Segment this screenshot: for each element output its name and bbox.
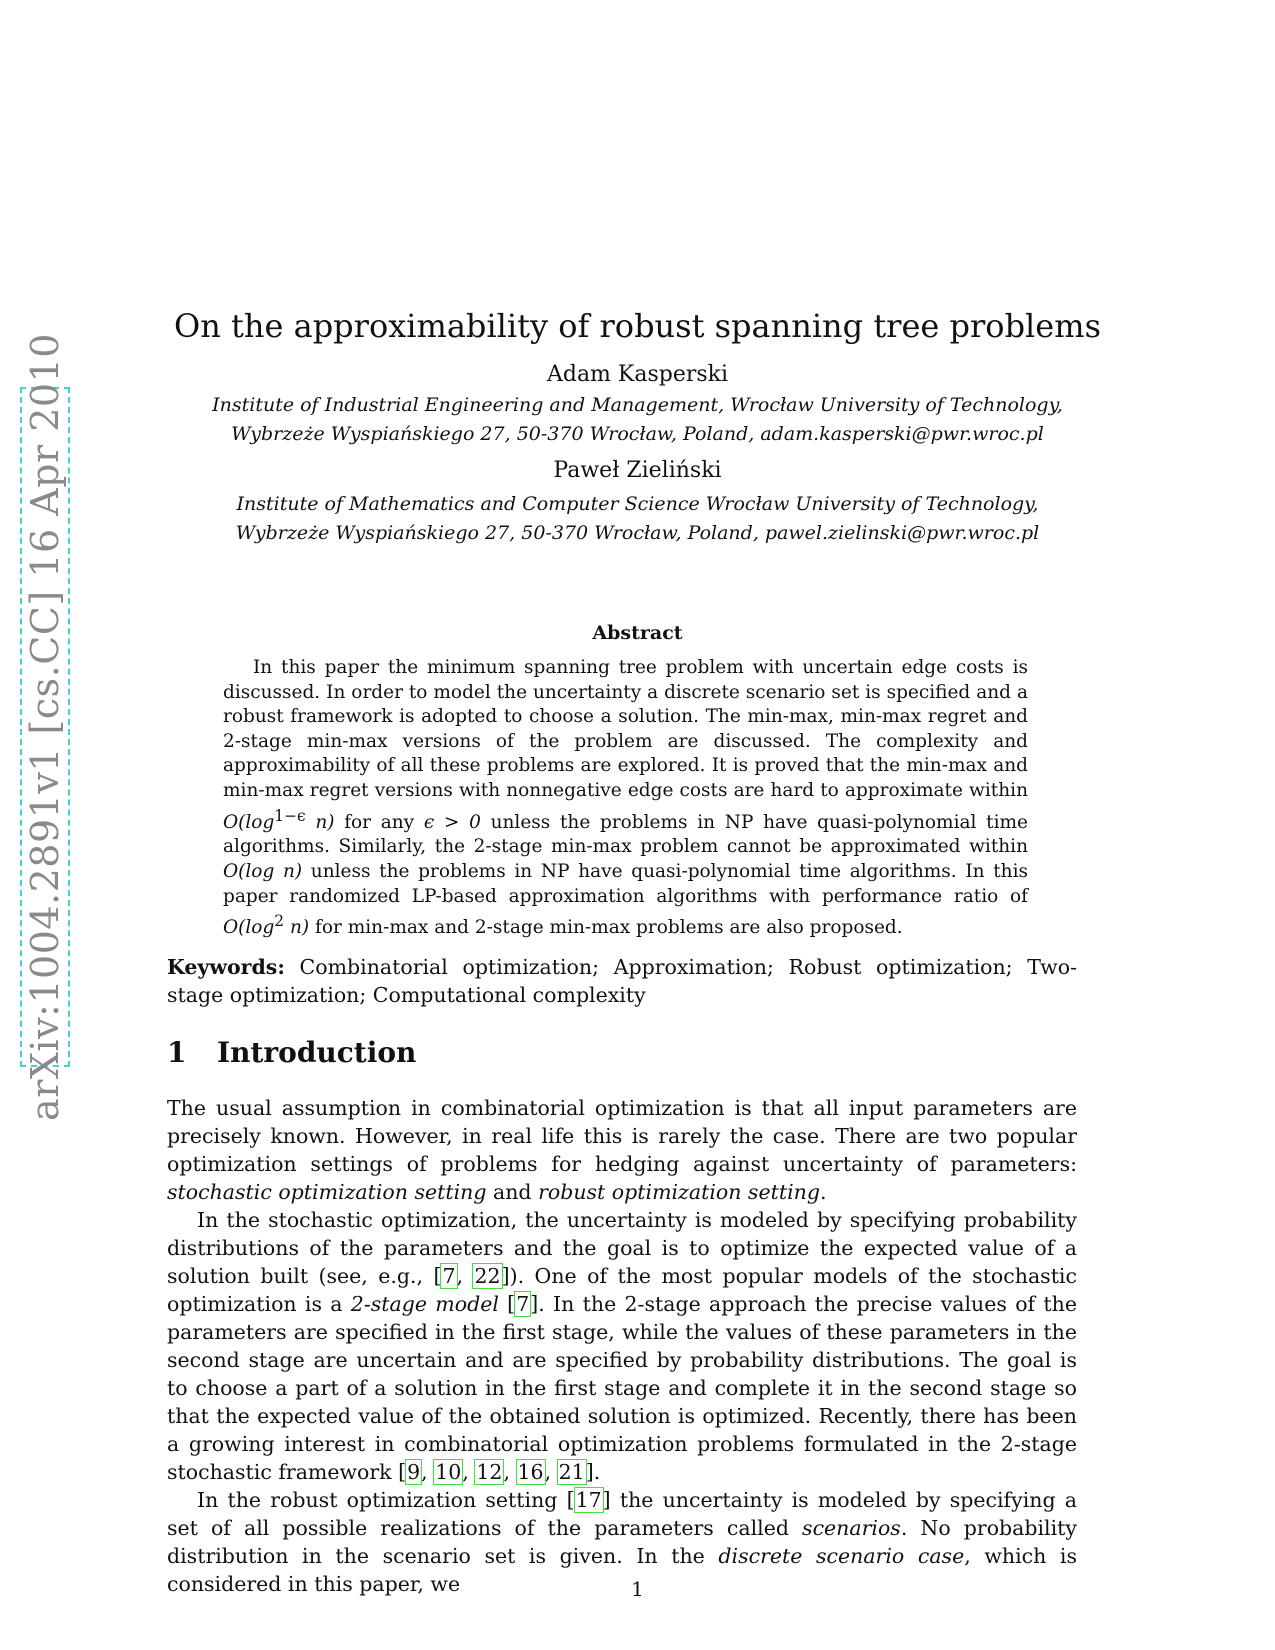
affiliation-line: Institute of Industrial Engineering and Management, Wrocław University of Technology, bbox=[212, 394, 1063, 416]
abstract-body: In this paper the minimum spanning tree problem with uncertain edge costs is discussed. In order to model the uncertainty a discrete scenario set is specified and a robust framework is adopted to choose a solution. The min-max, min-max regret and 2-stage min-max versions of the problem are discussed. The complexity and approximability of all these problems are explored. It is proved that the min-max and min-max regret versions with nonnegative edge costs are hard to approximate within $O(\log^{1-\epsilon}$ n) for any ϵ > 0 unless the problems in NP have quasi-polynomial time algorithms. Similarly, the 2-stage min-max problem cannot be approximated within O(log n) unless the problems in NP have quasi-polynomial time algorithms. In this paper randomized LP-based approximation algorithms with performance ratio of $O(\log^2$ n) for min-max and 2-stage min-max problems are also proposed. bbox=[223, 657, 1029, 939]
citation-link[interactable]: 17 bbox=[575, 1488, 602, 1512]
introduction-body bbox=[167, 1094, 1077, 1598]
keywords-label: Keywords: bbox=[167, 955, 285, 979]
affiliation-line: Wybrzeże Wyspiańskiego 27, 50-370 Wrocław, Poland, adam.kasperski@pwr.wroc.pl bbox=[231, 423, 1044, 445]
author-affiliation bbox=[0, 391, 1275, 449]
author-name: Adam Kasperski bbox=[546, 362, 729, 387]
keywords-text: Combinatorial optimization; Approximation; Robust optimization; Two-stage optimization; Computational complexity bbox=[167, 955, 1077, 1007]
affiliation-line: Wybrzeże Wyspiańskiego 27, 50-370 Wrocław, Poland, pawel.zielinski@pwr.wroc.pl bbox=[235, 522, 1040, 544]
citation-link[interactable]: 16 bbox=[517, 1460, 544, 1484]
author-name: Paweł Zieliński bbox=[553, 458, 722, 483]
arxiv-identifier-stamp bbox=[20, 333, 70, 1121]
affiliation-line: Institute of Mathematics and Computer Science Wrocław University of Technology, bbox=[236, 493, 1039, 515]
arxiv-identifier: arXiv:1004.2891v1 [cs.CC] 16 Apr 2010 bbox=[23, 333, 67, 1121]
citation-link[interactable]: 10 bbox=[435, 1460, 462, 1484]
author-affiliation bbox=[0, 490, 1275, 548]
citation-link[interactable]: 9 bbox=[407, 1460, 421, 1484]
paragraph: In the stochastic optimization, the uncertainty is modeled by specifying probability distributions of the parameters and the goal is to optimize the expected value of a solution built (see, e.g., [7, 22]). One of the most popular models of the stochastic optimization is a 2-stage model [7]. In the 2-stage approach the precise values of the parameters are specified in the first stage, while the values of these parameters in the second stage are uncertain and are specified by probability distributions. The goal is to choose a part of a solution in the first stage and complete it in the second stage so that the expected value of the obtained solution is optimized. Recently, there has been a growing interest in combinatorial optimization problems formulated in the 2-stage stochastic framework [9, 10, 12, 16, 21]. bbox=[167, 1208, 1077, 1484]
citation-link[interactable]: 7 bbox=[442, 1264, 456, 1288]
section-title: Introduction bbox=[217, 1036, 417, 1069]
abstract-heading: Abstract bbox=[592, 622, 683, 644]
paper-title: On the approximability of robust spanning tree problems bbox=[174, 307, 1101, 345]
citation-link[interactable]: 12 bbox=[476, 1460, 503, 1484]
paragraph: The usual assumption in combinatorial optimization is that all input parameters are precisely known. However, in real life this is rarely the case. There are two popular optimization settings of problems for hedging against uncertainty of parameters: stochastic optimization setting and robust optimization setting. bbox=[167, 1096, 1077, 1204]
citation-link[interactable]: 21 bbox=[558, 1460, 585, 1484]
page-number: 1 bbox=[631, 1577, 644, 1601]
section-heading bbox=[167, 1036, 416, 1069]
citation-link[interactable]: 22 bbox=[474, 1264, 501, 1288]
section-number: 1 bbox=[167, 1036, 187, 1069]
paragraph: In the robust optimization setting [17] the uncertainty is modeled by specifying a set of all possible realizations of the parameters called scenarios. No probability distribution in the scenario set is given. In the discrete scenario case, which is considered in this paper, we bbox=[167, 1488, 1077, 1596]
citation-link[interactable]: 7 bbox=[516, 1292, 530, 1316]
keywords bbox=[167, 953, 1077, 1009]
